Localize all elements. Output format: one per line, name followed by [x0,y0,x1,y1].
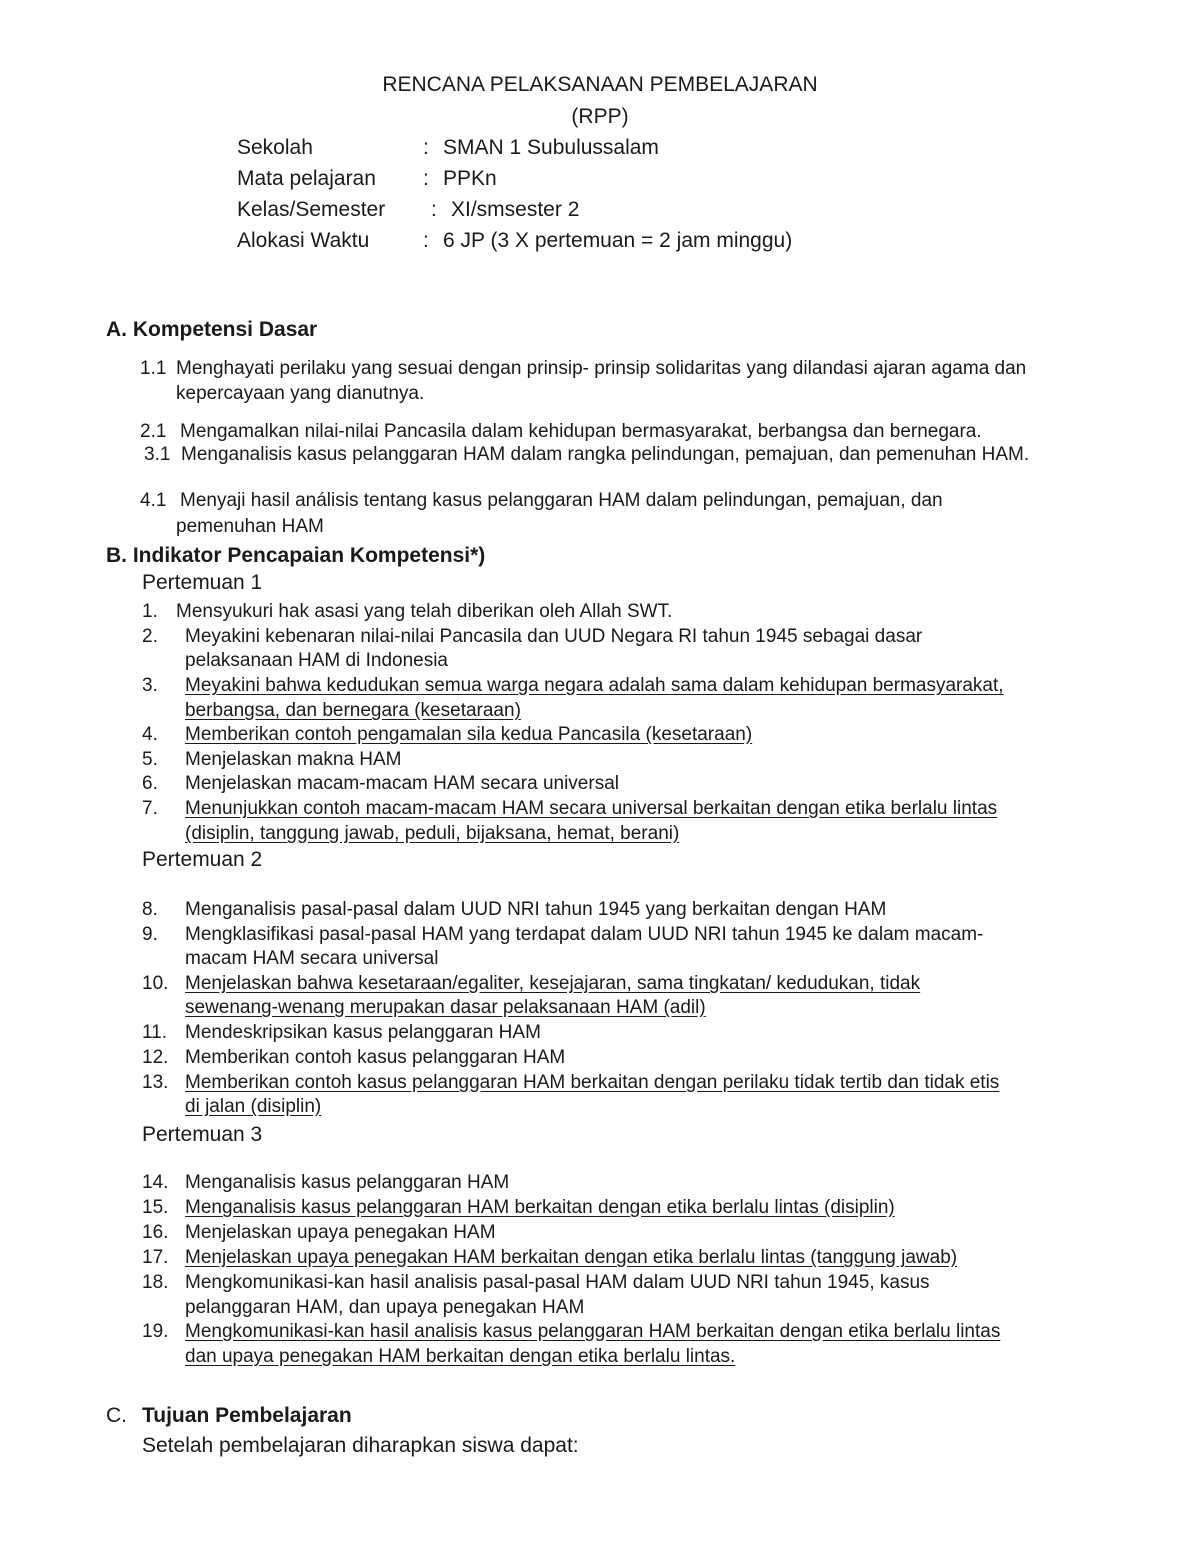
indicator-text-cont: macam HAM secara universal [185,948,439,969]
identity-value-time: 6 JP (3 X pertemuan = 2 jam minggu) [443,229,793,252]
indicator-number: 13. [142,1072,169,1093]
indicator-text: Menjelaskan upaya penegakan HAM berkaitan dengan etika berlalu lintas (tanggung jawab) [185,1247,958,1268]
indicator-text-cont: di jalan (disiplin) [185,1096,322,1117]
section-b-heading: B. Indikator Pencapaian Kompetensi*) [106,544,486,567]
indicator-text: Mengklasifikasi pasal-pasal HAM yang terdapat dalam UUD NRI tahun 1945 ke dalam macam- [185,924,984,945]
section-c-heading: Tujuan Pembelajaran [142,1404,352,1427]
indicator-number: 6. [142,773,158,794]
identity-value-school: SMAN 1 Subulussalam [443,136,659,159]
indicator-number: 1. [142,601,158,622]
indicator-text: Menganalisis kasus pelanggaran HAM [185,1172,510,1193]
indicator-text: Memberikan contoh pengamalan sila kedua Pancasila (kesetaraan) [185,724,753,745]
indicator-text: Menjelaskan upaya penegakan HAM [185,1222,496,1243]
indicator-number: 19. [142,1321,169,1342]
kd-number: 3.1 [144,444,171,465]
document-subtitle: (RPP) [571,105,629,128]
identity-sep: : [423,229,429,252]
indicator-number: 15. [142,1197,169,1218]
indicator-number: 17. [142,1247,169,1268]
indicator-text: Memberikan contoh kasus pelanggaran HAM berkaitan dengan perilaku tidak tertib dan tidak etis [185,1072,1000,1093]
indicator-text: Menganalisis pasal-pasal dalam UUD NRI tahun 1945 yang berkaitan dengan HAM [185,899,887,920]
meeting-label: Pertemuan 3 [142,1123,263,1146]
indicator-number: 7. [142,798,158,819]
indicator-text-cont: (disiplin, tanggung jawab, peduli, bijaksana, hemat, berani) [185,823,680,844]
kd-text: Menganalisis kasus pelanggaran HAM dalam rangka pelindungan, pemajuan, dan pemenuhan HAM. [181,444,1030,465]
kd-number: 1.1 [140,358,167,379]
indicator-text: Menganalisis kasus pelanggaran HAM berkaitan dengan etika berlalu lintas (disiplin) [185,1197,895,1218]
kd-text-cont: kepercayaan yang dianutnya. [176,383,425,404]
section-c-intro: Setelah pembelajaran diharapkan siswa dapat: [142,1434,579,1457]
indicator-text-cont: sewenang-wenang merupakan dasar pelaksanaan HAM (adil) [185,997,706,1018]
indicator-number: 18. [142,1272,169,1293]
indicator-text: Mendeskripsikan kasus pelanggaran HAM [185,1022,541,1043]
indicator-text: Menjelaskan bahwa kesetaraan/egaliter, kesejajaran, sama tingkatan/ kedudukan, tidak [185,973,921,994]
indicator-text: Mengkomunikasi-kan hasil analisis kasus pelanggaran HAM berkaitan dengan etika berlalu lintas [185,1321,1001,1342]
indicator-number: 8. [142,899,158,920]
kd-text: Mengamalkan nilai-nilai Pancasila dalam kehidupan bermasyarakat, berbangsa dan bernegara. [180,421,982,442]
identity-value-subject: PPKn [443,167,497,190]
indicator-number: 5. [142,749,158,770]
kd-text-cont: pemenuhan HAM [176,516,324,537]
identity-sep: : [423,136,429,159]
indicator-text-cont: dan upaya penegakan HAM berkaitan dengan etika berlalu lintas. [185,1346,736,1367]
identity-label-class: Kelas/Semester [237,198,386,221]
indicator-number: 3. [142,675,158,696]
identity-sep: : [423,167,429,190]
document-title: RENCANA PELAKSANAAN PEMBELAJARAN [382,73,818,96]
section-a-heading: A. Kompetensi Dasar [106,318,318,341]
identity-label-time: Alokasi Waktu [237,229,370,252]
indicator-number: 4. [142,724,158,745]
indicator-number: 2. [142,626,158,647]
identity-label-subject: Mata pelajaran [237,167,376,190]
indicator-number: 9. [142,924,158,945]
meeting-label: Pertemuan 1 [142,571,263,594]
indicator-number: 14. [142,1172,169,1193]
indicator-text-cont: berbangsa, dan bernegara (kesetaraan) [185,700,521,721]
kd-text: Menghayati perilaku yang sesuai dengan prinsip- prinsip solidaritas yang dilandasi ajaran agama dan [176,358,1027,379]
indicator-text: Memberikan contoh kasus pelanggaran HAM [185,1047,566,1068]
indicator-number: 11. [142,1022,168,1043]
section-c-letter: C. [106,1404,127,1427]
kd-text: Menyaji hasil análisis tentang kasus pelanggaran HAM dalam pelindungan, pemajuan, dan [180,490,943,511]
indicator-text-cont: pelanggaran HAM, dan upaya penegakan HAM [185,1297,585,1318]
indicator-number: 16. [142,1222,169,1243]
kd-number: 2.1 [140,421,167,442]
indicator-text: Meyakini bahwa kedudukan semua warga negara adalah sama dalam kehidupan bermasyarakat, [185,675,1004,696]
identity-value-class: XI/smsester 2 [451,198,580,221]
identity-label-school: Sekolah [237,136,313,159]
indicator-text: Mensyukuri hak asasi yang telah diberikan oleh Allah SWT. [176,601,673,622]
indicator-text: Meyakini kebenaran nilai-nilai Pancasila dan UUD Negara RI tahun 1945 sebagai dasar [185,626,923,647]
indicator-text: Menjelaskan makna HAM [185,749,402,770]
identity-sep: : [431,198,437,221]
indicator-text-cont: pelaksanaan HAM di Indonesia [185,650,449,671]
kd-number: 4.1 [140,490,167,511]
indicator-text: Menjelaskan macam-macam HAM secara universal [185,773,619,794]
meeting-label: Pertemuan 2 [142,848,263,871]
indicator-number: 12. [142,1047,169,1068]
indicator-text: Menunjukkan contoh macam-macam HAM secara universal berkaitan dengan etika berlalu lintas [185,798,998,819]
indicator-text: Mengkomunikasi-kan hasil analisis pasal-pasal HAM dalam UUD NRI tahun 1945, kasus [185,1272,930,1293]
indicator-number: 10. [142,973,169,994]
